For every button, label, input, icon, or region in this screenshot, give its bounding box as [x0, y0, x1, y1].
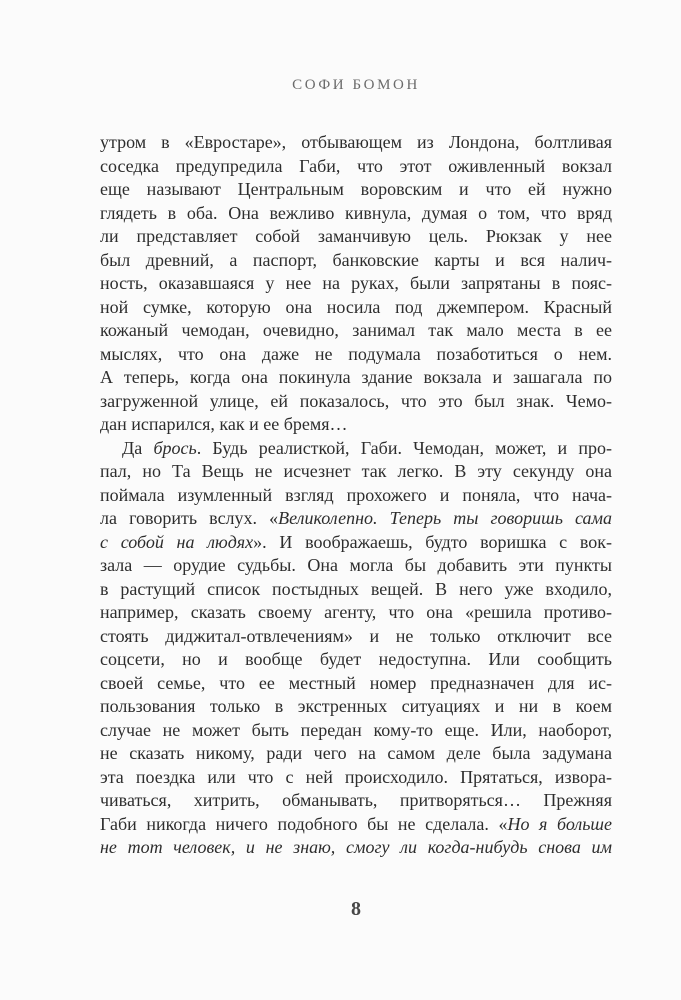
text-line — [100, 554, 612, 578]
italic-text-segment: Великолепно. Теперь ты говоришь сама — [278, 508, 613, 528]
text-line — [100, 460, 612, 484]
text-segment: пал, но Та Вещь не исчезнет так легко. В эту секунду она — [100, 461, 612, 481]
text-segment: в растущий список постыдных вещей. В него уже входило, — [100, 578, 612, 599]
italic-text-segment: Но я больше — [507, 813, 612, 834]
text-line — [100, 719, 612, 743]
text-line — [100, 296, 612, 320]
text-segment: еще называют Центральным воровским и что ей нужно — [100, 179, 612, 199]
page-number: 8 — [351, 898, 361, 920]
text-line — [100, 178, 612, 202]
text-segment: случае не может быть передан кому-то еще. Или, наоборот, — [100, 719, 612, 740]
text-segment: зала — орудие судьбы. Она могла бы добавить эти пункты — [100, 555, 612, 575]
text-line — [100, 390, 612, 414]
text-line — [100, 413, 612, 437]
text-segment: соцсети, но и вообще будет недоступна. Или сообщить — [100, 649, 612, 669]
text-segment: эта поездка или что с ней происходило. Прятаться, извора- — [100, 766, 612, 787]
text-line — [100, 319, 612, 343]
text-line — [100, 343, 612, 367]
text-line — [100, 155, 612, 179]
text-segment: пользования только в экстренных ситуациях и ни в коем — [100, 696, 612, 716]
text-segment: загруженной улице, ей показалось, что это был знак. Чемо- — [100, 390, 612, 411]
text-line — [100, 672, 612, 696]
running-header: СОФИ БОМОН — [292, 77, 420, 93]
text-line — [100, 742, 612, 766]
text-line — [100, 225, 612, 249]
text-segment: не сказать никому, ради чего на самом деле была задумана — [100, 743, 612, 763]
text-segment: своей семье, что ее местный номер предназначен для ис- — [100, 672, 612, 693]
text-line — [100, 249, 612, 273]
text-line — [100, 272, 612, 296]
text-segment: кожаный чемодан, очевидно, занимал так мало места в ее — [100, 320, 612, 340]
text-segment: дан испарился, как и ее бремя… — [100, 414, 348, 434]
text-line — [100, 437, 612, 461]
text-line — [100, 202, 612, 226]
text-segment: утром в «Евростаре», отбывающем из Лондона, болтливая — [100, 132, 612, 152]
text-segment: поймала изумленный взгляд прохожего и поняла, что нача- — [100, 484, 612, 505]
text-segment: соседка предупредила Габи, что этот оживленный вокзал — [100, 155, 612, 176]
text-segment: А теперь, когда она покинула здание вокзала и зашагала по — [100, 367, 612, 387]
italic-text-segment: с собой на людях — [100, 531, 254, 552]
text-line — [100, 648, 612, 672]
text-line — [100, 507, 612, 531]
italic-text-segment: не тот человек, и не знаю, смогу ли когда-нибудь снова им — [100, 837, 612, 857]
text-segment: например, сказать своему агенту, что она «решила противо- — [100, 602, 612, 622]
text-segment: стоять диджитал-отвлечениям» и не только отключит все — [100, 625, 612, 646]
text-line — [100, 131, 612, 155]
text-line — [100, 601, 612, 625]
text-line — [100, 789, 612, 813]
body-text — [100, 131, 612, 860]
text-line — [100, 578, 612, 602]
text-line — [100, 531, 612, 555]
text-segment: ность, оказавшаяся у нее на руках, были запрятаны в пояс- — [100, 273, 612, 293]
text-segment: ». И воображаешь, будто воришка с вок- — [253, 531, 612, 552]
text-segment: ной сумке, которую она носила под джемпером. Красный — [100, 296, 612, 317]
text-segment: Габи никогда ничего подобного бы не сделала. « — [100, 813, 508, 834]
text-segment: чиваться, хитрить, обманывать, притворяться… Прежняя — [100, 790, 612, 810]
text-line — [100, 625, 612, 649]
text-line — [100, 695, 612, 719]
text-segment: был древний, а паспорт, банковские карты и вся налич- — [100, 249, 612, 270]
italic-text-segment: брось — [153, 437, 197, 458]
text-segment: мыслях, что она даже не подумала позаботиться о нем. — [100, 343, 612, 364]
text-segment: Да — [122, 437, 154, 458]
text-segment: ла говорить вслух. « — [100, 508, 279, 528]
text-segment: ли представляет собой заманчивую цель. Рюкзак у нее — [100, 226, 612, 246]
text-line — [100, 366, 612, 390]
text-line — [100, 766, 612, 790]
text-line — [100, 836, 612, 860]
text-line — [100, 484, 612, 508]
text-segment: . Будь реалисткой, Габи. Чемодан, может, и про- — [196, 437, 612, 458]
text-segment: глядеть в оба. Она вежливо кивнула, думая о том, что вряд — [100, 202, 612, 223]
text-line — [100, 813, 612, 837]
